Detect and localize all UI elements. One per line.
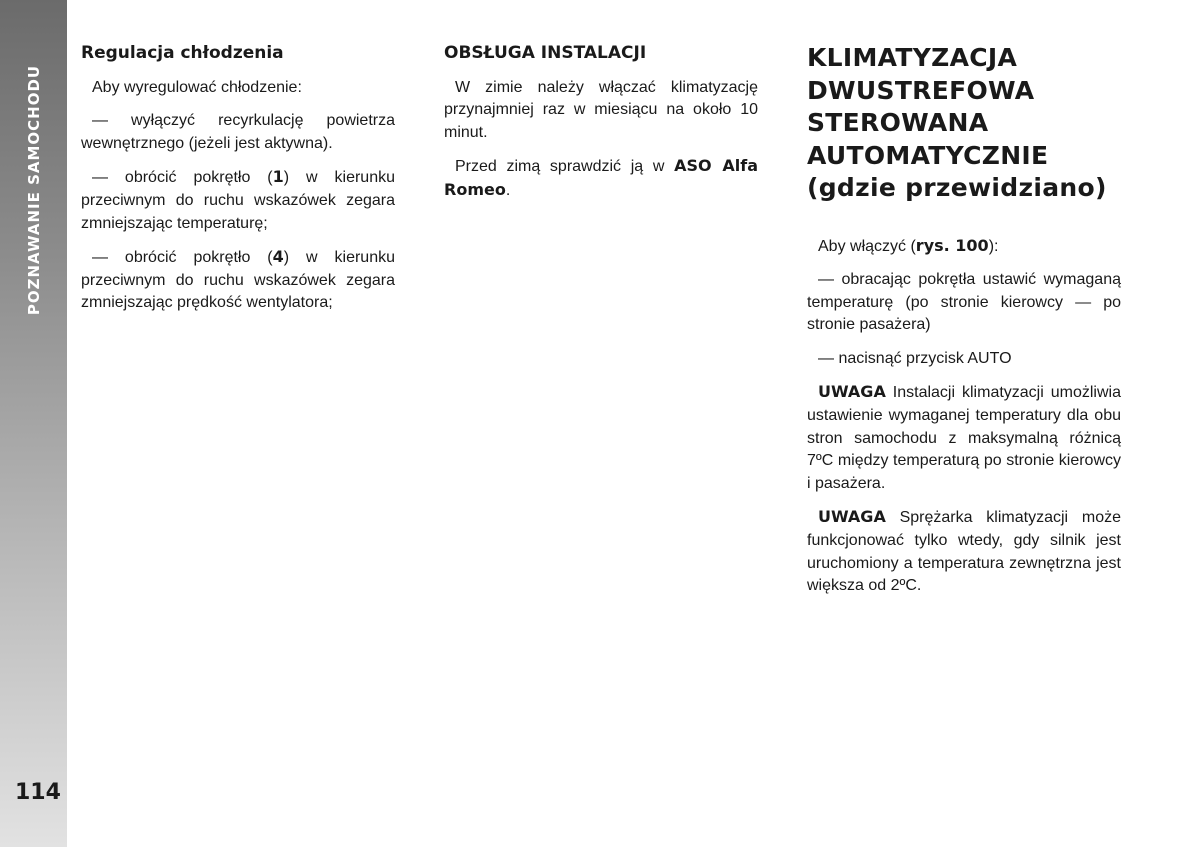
column-dual-zone-ac xyxy=(807,42,1121,609)
sidebar xyxy=(0,0,67,847)
section-tab xyxy=(22,40,46,340)
text: Aby włączyć ( xyxy=(818,237,916,255)
knob-number: 1 xyxy=(272,167,284,187)
note-text: Sprężarka klimatyzacji może funkcjonować tylko wtedy, gdy silnik jest uruchomiony a temperatura zewnętrzna jest większa od 2ºC. xyxy=(807,509,1121,595)
text: ) w kierunku przeciwnym do ruchu wskazówek zegara zmniejszając prędkość wentylatora; xyxy=(81,249,396,312)
paragraph xyxy=(81,166,395,235)
section-heading-maintenance: OBSŁUGA INSTALACJI xyxy=(444,43,647,63)
paragraph: — obracając pokrętła ustawić wymaganą temperaturę (po stronie kierowcy — po stronie pasażera) xyxy=(807,271,1121,334)
note-label: UWAGA xyxy=(818,507,886,527)
title-line: AUTOMATYCZNIE xyxy=(807,140,1049,170)
column-cooling-regulation xyxy=(81,42,395,326)
text: ): xyxy=(988,237,999,255)
text: . xyxy=(505,181,511,199)
note-paragraph xyxy=(807,506,1121,597)
paragraph xyxy=(807,235,1121,259)
title-line: STEROWANA xyxy=(807,108,989,137)
column-system-maintenance xyxy=(444,42,758,214)
text: — obrócić pokrętło ( xyxy=(92,169,273,187)
section-label: POZNAWANIE SAMOCHODU xyxy=(25,64,43,316)
text: ) w kierunku przeciwnym do ruchu wskazówek zegara zmniejszając temperaturę; xyxy=(81,169,396,232)
note-text: Instalacji klimatyzacji umożliwia ustawienie wymaganej temperatury dla obu stron samochodu z maksymalną różnicą 7ºC między temperaturą po stronie kierowcy i pasażera. xyxy=(807,384,1121,492)
paragraph: Aby wyregulować chłodzenie: xyxy=(92,78,302,96)
title-line: (gdzie przewidziano) xyxy=(807,173,1107,202)
paragraph xyxy=(444,155,758,202)
service-name: ASO Alfa Romeo xyxy=(444,156,759,199)
figure-reference: rys. 100 xyxy=(915,235,989,255)
section-heading-cooling: Regulacja chłodzenia xyxy=(81,43,284,63)
note-label: UWAGA xyxy=(818,382,886,402)
note-paragraph xyxy=(807,381,1121,495)
paragraph: — nacisnąć przycisk AUTO xyxy=(818,349,1012,367)
paragraph xyxy=(81,246,395,315)
title-line: KLIMATYZACJA xyxy=(807,43,1018,72)
paragraph: W zimie należy włączać klimatyzację przynajmniej raz w miesiącu na około 10 minut. xyxy=(444,78,758,141)
text: Przed zimą sprawdzić ją w xyxy=(455,158,675,176)
page-number: 114 xyxy=(15,780,61,805)
paragraph: — wyłączyć recyrkulację powietrza wewnętrznego (jeżeli jest aktywna). xyxy=(81,112,395,152)
title-line: DWUSTREFOWA xyxy=(807,75,1035,105)
knob-number: 4 xyxy=(272,247,284,267)
page-title xyxy=(807,42,1121,205)
text: — obrócić pokrętło ( xyxy=(92,249,273,267)
